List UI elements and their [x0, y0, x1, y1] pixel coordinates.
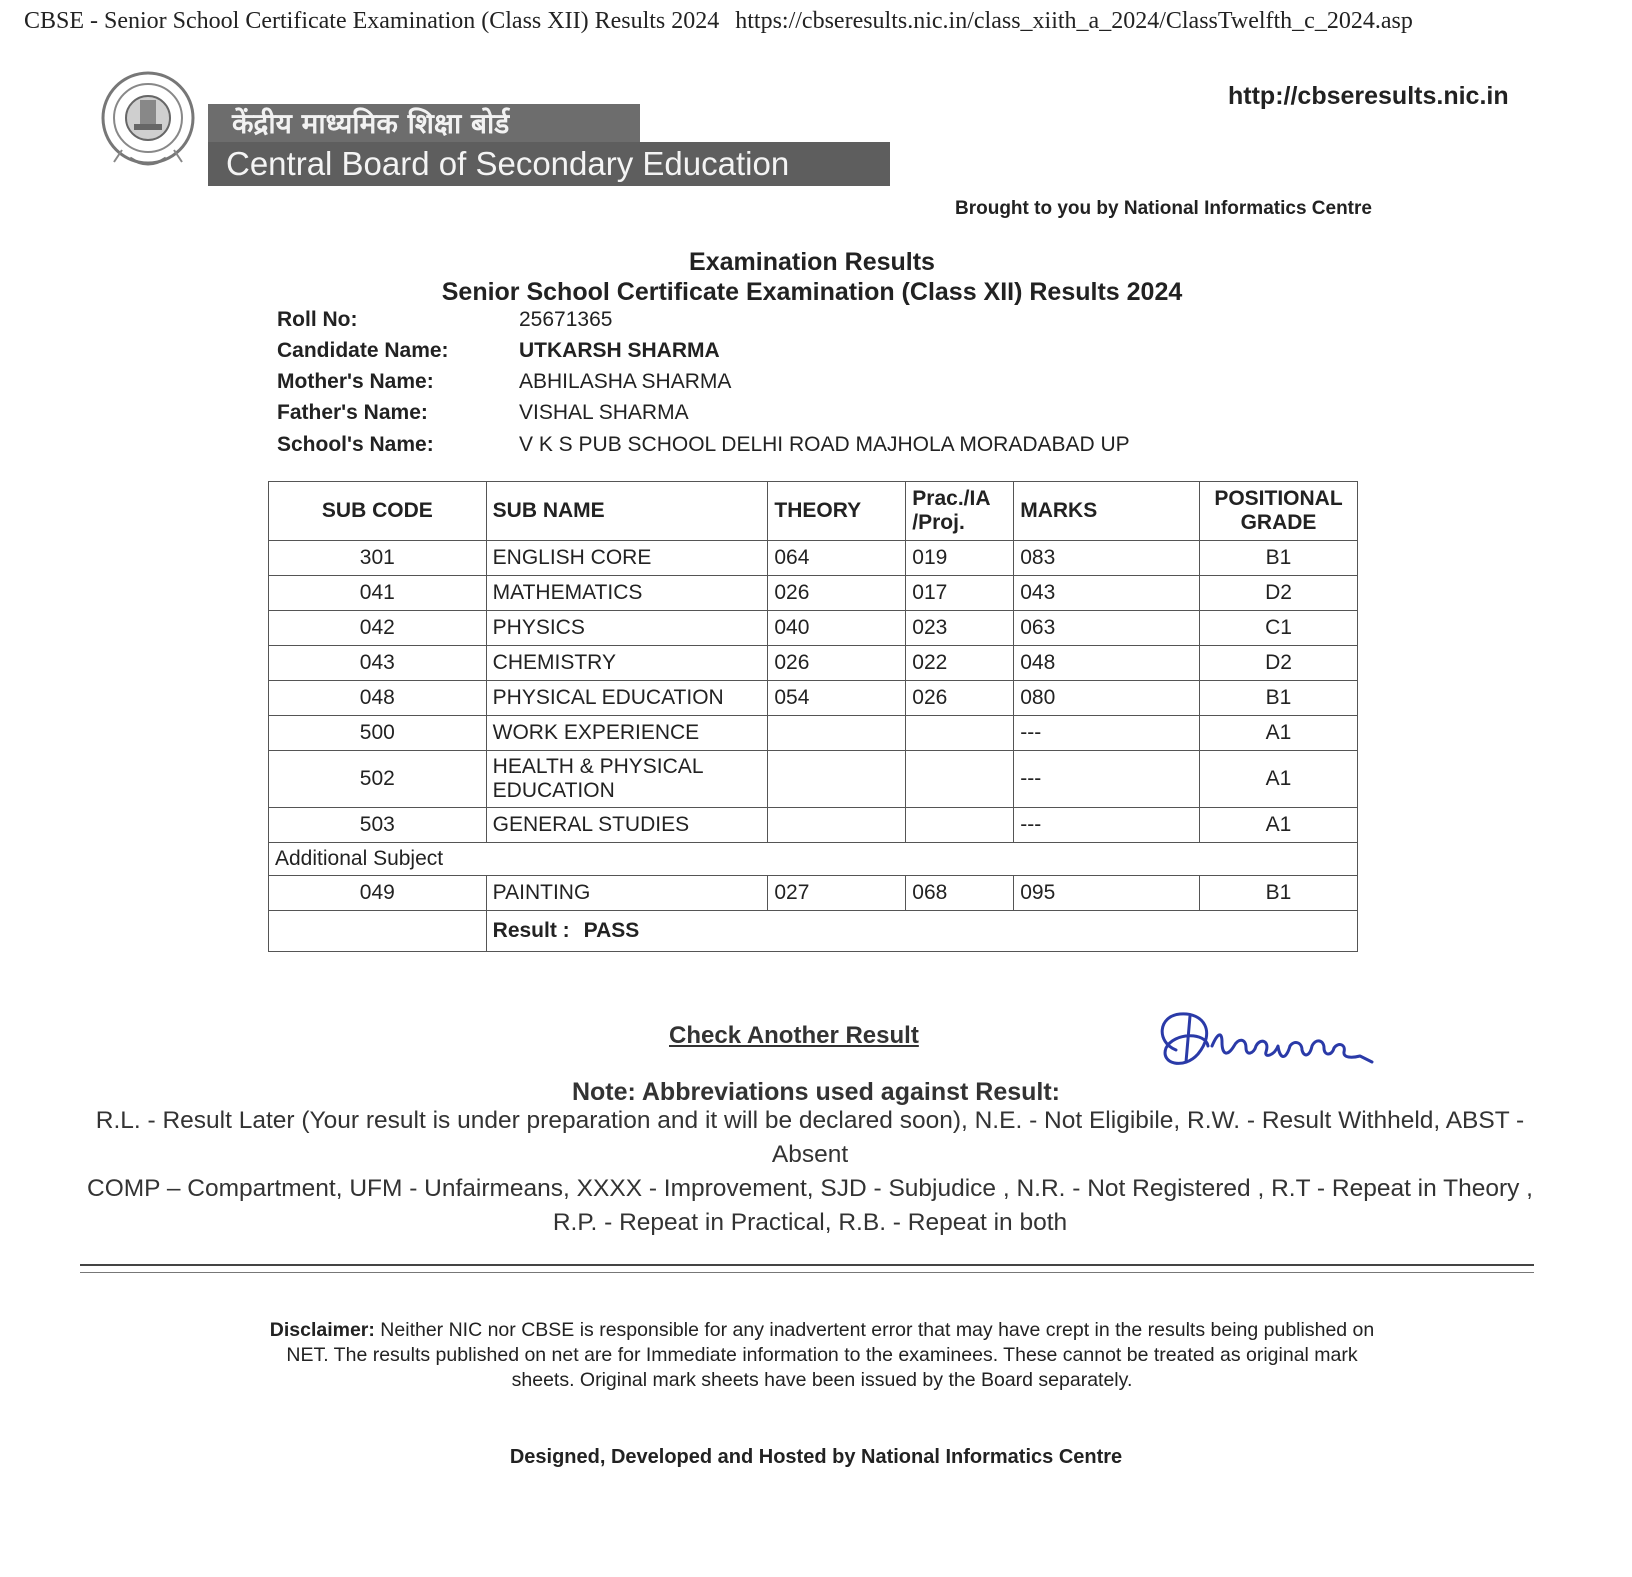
- cell-marks: ---: [1014, 716, 1200, 751]
- nic-credit: Brought to you by National Informatics Centre: [955, 198, 1372, 219]
- info-value: VISHAL SHARMA: [519, 401, 689, 424]
- table-row: [269, 576, 1358, 611]
- table-row: [269, 716, 1358, 751]
- cell-marks: 095: [1014, 876, 1200, 911]
- col-header-grade: [1200, 482, 1358, 541]
- cell-sub-code: 049: [269, 876, 487, 911]
- cell-theory: 054: [768, 681, 906, 716]
- info-value: ABHILASHA SHARMA: [519, 370, 732, 393]
- col-header-sub-code: SUB CODE: [269, 482, 487, 541]
- print-header: [24, 8, 1632, 48]
- cell-sub-name: PAINTING: [486, 876, 768, 911]
- cell-sub-code: 500: [269, 716, 487, 751]
- info-label: Mother's Name:: [277, 370, 434, 393]
- cell-sub-code: 048: [269, 681, 487, 716]
- cell-theory: 026: [768, 576, 906, 611]
- cell-theory: [768, 808, 906, 843]
- result-empty-cell: [269, 911, 487, 952]
- cell-sub-code: 301: [269, 541, 487, 576]
- info-label: Candidate Name:: [277, 339, 449, 362]
- notes-line-1: R.L. - Result Later (Your result is under preparation and it will be declared soon), N.E. - Not Eligibile, R.W. - Result Withheld, ABST - Absent: [95, 1107, 1525, 1168]
- additional-rows: [269, 876, 1358, 911]
- cell-sub-name: PHYSICS: [486, 611, 768, 646]
- cell-sub-code: 043: [269, 646, 487, 681]
- table-row: [269, 541, 1358, 576]
- cell-practical: [906, 808, 1014, 843]
- cell-theory: 026: [768, 646, 906, 681]
- cell-sub-code: 041: [269, 576, 487, 611]
- cell-grade: A1: [1200, 751, 1358, 808]
- signature-icon: [1146, 1002, 1386, 1082]
- cell-grade: A1: [1200, 808, 1358, 843]
- result-row: [269, 911, 1358, 952]
- info-label: School's Name:: [277, 433, 434, 456]
- cell-theory: 040: [768, 611, 906, 646]
- cell-sub-name: GENERAL STUDIES: [486, 808, 768, 843]
- cell-theory: 064: [768, 541, 906, 576]
- cell-sub-name: ENGLISH CORE: [486, 541, 768, 576]
- cell-theory: [768, 751, 906, 808]
- cell-sub-code: 503: [269, 808, 487, 843]
- page-title-text: Examination Results: [689, 248, 935, 276]
- check-another-result-link[interactable]: Check Another Result: [669, 1022, 919, 1049]
- site-link[interactable]: http://cbseresults.nic.in: [1228, 82, 1509, 110]
- cell-sub-name: HEALTH & PHYSICAL EDUCATION: [486, 751, 768, 808]
- cell-practical: [906, 716, 1014, 751]
- cell-marks: 063: [1014, 611, 1200, 646]
- result-value: PASS: [583, 919, 640, 942]
- info-label: Roll No:: [277, 308, 358, 331]
- notes-line-2: COMP – Compartment, UFM - Unfairmeans, XXXX - Improvement, SJD - Subjudice , N.R. - Not Registered , R.T - Repeat in Theory , R.P. - Repeat in Practical, R.B. - Repeat in both: [87, 1175, 1533, 1236]
- page-subtitle: [0, 278, 1632, 307]
- notes-title: Note: Abbreviations used against Result:: [571, 1078, 1061, 1106]
- cell-practical: 068: [906, 876, 1014, 911]
- cell-grade: A1: [1200, 716, 1358, 751]
- info-value: UTKARSH SHARMA: [519, 339, 720, 362]
- col-header-practical-line2: /Proj.: [912, 511, 965, 534]
- footer-credit: Designed, Developed and Hosted by National Informatics Centre: [509, 1446, 1123, 1468]
- cell-practical: 017: [906, 576, 1014, 611]
- disclaimer: [262, 1318, 1382, 1393]
- cell-practical: 026: [906, 681, 1014, 716]
- cell-practical: 023: [906, 611, 1014, 646]
- info-value: 25671365: [519, 308, 613, 331]
- cell-grade: B1: [1200, 541, 1358, 576]
- cell-marks: 048: [1014, 646, 1200, 681]
- divider: [80, 1264, 1534, 1266]
- cell-sub-name: PHYSICAL EDUCATION: [486, 681, 768, 716]
- cell-sub-code: 502: [269, 751, 487, 808]
- subject-rows: [269, 541, 1358, 843]
- page-title: [0, 248, 1632, 277]
- disclaimer-text: Neither NIC nor CBSE is responsible for any inadvertent error that may have crept in the results being published on NET. The results published on net are for Immediate information to the examinees. These cannot be treated as original mark sheets. Original mark sheets have been issued by the Board separately.: [286, 1319, 1375, 1391]
- cell-grade: D2: [1200, 646, 1358, 681]
- additional-subject-label: Additional Subject: [269, 843, 1358, 876]
- table-header-row: [269, 482, 1358, 541]
- col-header-practical: [906, 482, 1014, 541]
- cell-practical: 019: [906, 541, 1014, 576]
- result-cell: [486, 911, 1357, 952]
- col-header-sub-name: SUB NAME: [486, 482, 768, 541]
- table-row: [269, 611, 1358, 646]
- col-header-theory: THEORY: [768, 482, 906, 541]
- table-row: [269, 751, 1358, 808]
- disclaimer-label: Disclaimer:: [269, 1319, 375, 1341]
- info-label: Father's Name:: [277, 401, 428, 424]
- cell-practical: 022: [906, 646, 1014, 681]
- cell-sub-name: WORK EXPERIENCE: [486, 716, 768, 751]
- cell-sub-name: CHEMISTRY: [486, 646, 768, 681]
- divider: [80, 1272, 1534, 1273]
- cbse-logo-icon: [100, 70, 196, 174]
- col-header-practical-line1: Prac./IA: [912, 487, 991, 510]
- cell-sub-code: 042: [269, 611, 487, 646]
- cell-grade: B1: [1200, 681, 1358, 716]
- col-header-marks: MARKS: [1014, 482, 1200, 541]
- cell-marks: 083: [1014, 541, 1200, 576]
- additional-subject-row: [269, 843, 1358, 876]
- col-header-grade-line1: POSITIONAL: [1214, 487, 1343, 510]
- cell-marks: ---: [1014, 751, 1200, 808]
- cell-grade: B1: [1200, 876, 1358, 911]
- cell-sub-name: MATHEMATICS: [486, 576, 768, 611]
- cell-marks: ---: [1014, 808, 1200, 843]
- cell-grade: C1: [1200, 611, 1358, 646]
- page-subtitle-text: Senior School Certificate Examination (Class XII) Results 2024: [441, 278, 1183, 306]
- table-row: [269, 808, 1358, 843]
- cell-marks: 080: [1014, 681, 1200, 716]
- col-header-grade-line2: GRADE: [1240, 511, 1317, 534]
- cell-practical: [906, 751, 1014, 808]
- additional-table-row: [269, 876, 1358, 911]
- cell-theory: [768, 716, 906, 751]
- print-page-title: CBSE - Senior School Certificate Examination (Class XII) Results 2024: [24, 8, 720, 34]
- print-page-url: https://cbseresults.nic.in/class_xiith_a_2024/ClassTwelfth_c_2024.asp: [735, 8, 1413, 34]
- table-row: [269, 646, 1358, 681]
- info-value: V K S PUB SCHOOL DELHI ROAD MAJHOLA MORADABAD UP: [519, 433, 1130, 456]
- board-name-hindi: केंद्रीय माध्यमिक शिक्षा बोर्ड: [208, 104, 640, 144]
- table-row: [269, 681, 1358, 716]
- cell-marks: 043: [1014, 576, 1200, 611]
- marks-table: [268, 481, 1358, 952]
- cell-theory: 027: [768, 876, 906, 911]
- cell-grade: D2: [1200, 576, 1358, 611]
- board-name-english: Central Board of Secondary Education: [208, 142, 890, 186]
- result-label: Result :: [492, 919, 570, 942]
